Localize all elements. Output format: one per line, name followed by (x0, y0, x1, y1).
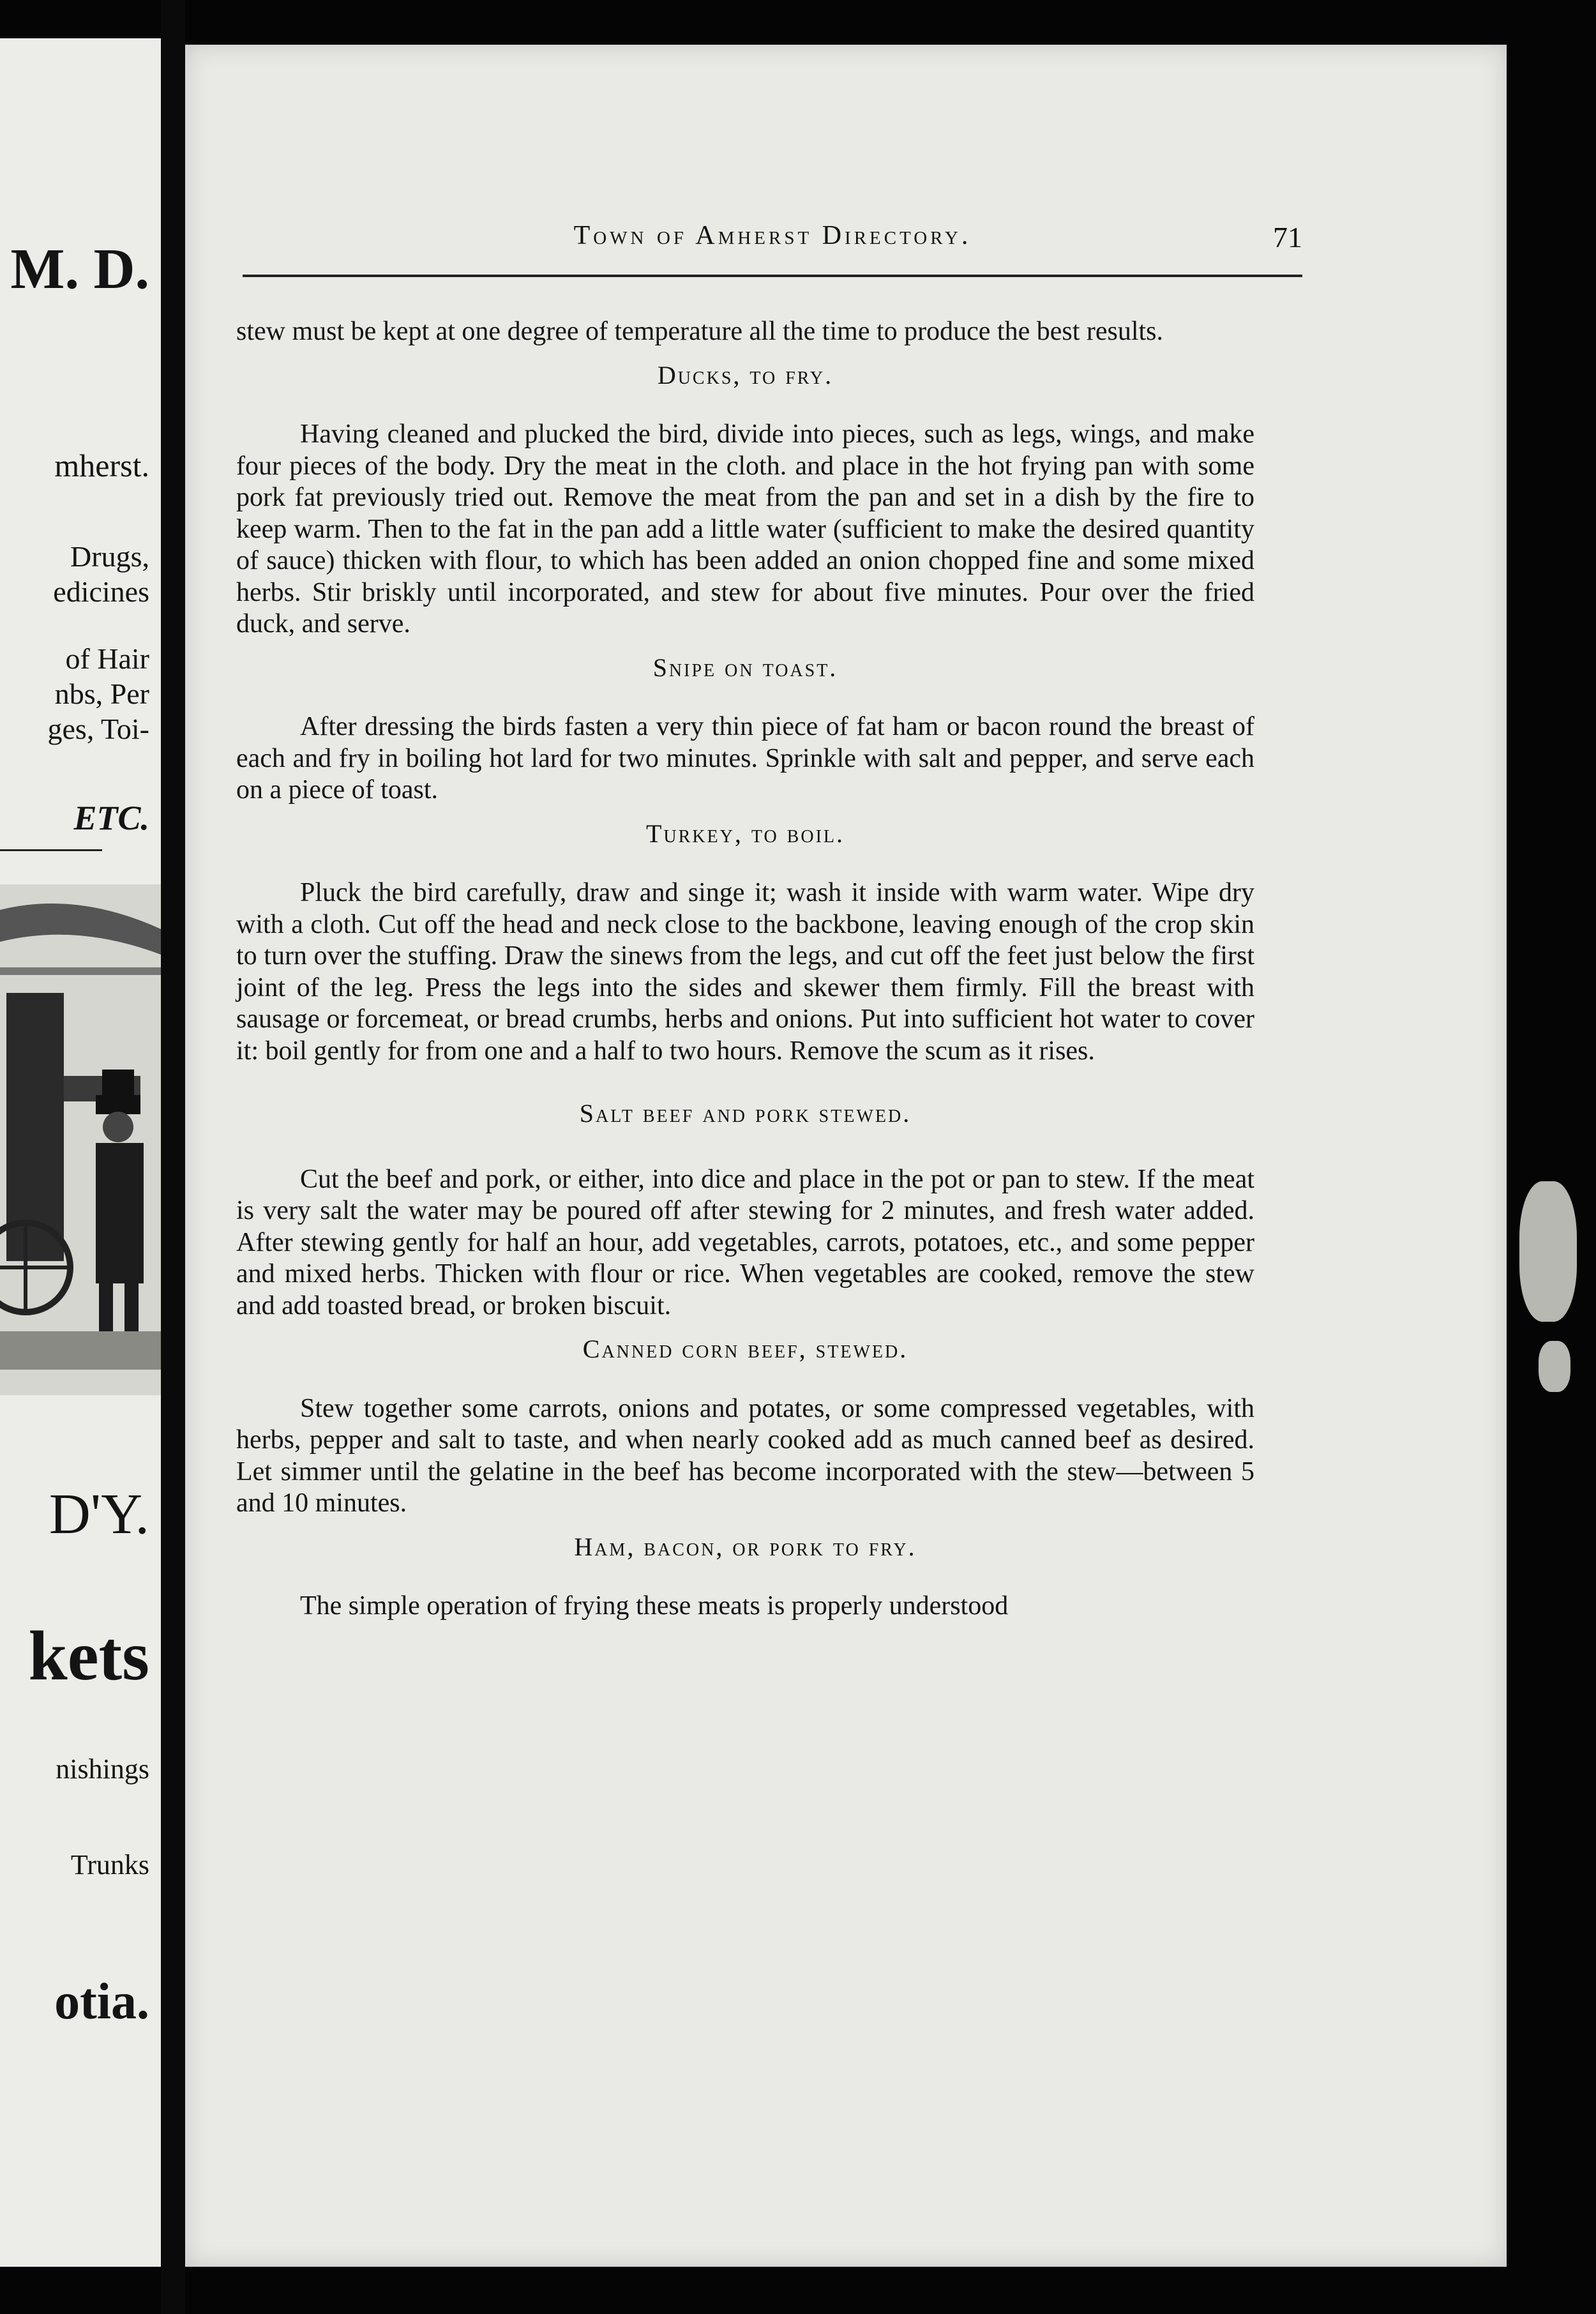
left-page-text-fragment: D'Y. (49, 1483, 149, 1546)
left-page-text-fragment: M. D. (10, 238, 149, 301)
page-body (236, 316, 1254, 1622)
continuation-paragraph: stew must be kept at one degree of temperature all the time to produce the best results. (236, 317, 1164, 346)
left-page-text-fragment: ges, Toi- (47, 713, 149, 745)
page-number: 71 (1273, 221, 1302, 253)
left-facing-page (0, 38, 161, 2267)
scan-artifact (1519, 1181, 1577, 1322)
left-page-text-fragment: ETC. (73, 799, 149, 837)
left-page-text-fragment: mherst. (54, 448, 149, 483)
left-page-text-fragment: otia. (54, 1974, 149, 2030)
section-title: Ham, bacon, or pork to fry. (574, 1532, 917, 1561)
recipe-paragraph: After dressing the birds fasten a very thin piece of fat ham or bacon round the breast of each and fry in boiling hot lard for two minutes. Sprinkle with salt and pepper, and serve each on a piece of toast. (236, 712, 1254, 805)
recipe-paragraph: Having cleaned and plucked the bird, divide into pieces, such as legs, wings, and make four pieces of the body. Dry the meat in the cloth. and place in the hot frying pan with some pork fat previously tried out. Remove the meat from the pan and set in a dish by the fire to keep warm. Then to the fat in the pan add a little water (sufficient to make the desired quantity of sauce) thicken with flour, to which has been added an onion chopped fine and some mixed herbs. Stir briskly until incorporated, and stew for about five minutes. Pour over the fried duck, and serve. (236, 420, 1254, 639)
book-gutter (161, 0, 185, 2314)
recipe-paragraph: Cut the beef and pork, or either, into dice and place in the pot or pan to stew. If the meat is very salt the water may be poured off after stewing for 2 minutes, and fresh water added. After stewing gently for half an hour, add vegetables, carrots, potatoes, etc., and some pepper and mixed herbs. Thicken with flour or rice. When vegetables are cooked, remove the stew and add toasted bread, or broken biscuit. (236, 1164, 1254, 1320)
left-page-text-fragment: nbs, Per (54, 677, 149, 710)
left-page-text-fragment: of Hair (65, 642, 149, 675)
left-page-rule (0, 849, 102, 851)
left-page-text-fragment: Drugs, (70, 540, 149, 573)
left-page-text-fragment: Trunks (70, 1849, 149, 1880)
left-page-text-fragment: kets (28, 1617, 149, 1695)
section-title: Snipe on toast. (652, 653, 838, 682)
header-rule (243, 275, 1302, 277)
section-title: Salt beef and pork stewed. (579, 1099, 912, 1128)
left-page-text-fragment: nishings (56, 1753, 149, 1785)
scan-artifact (1539, 1341, 1570, 1392)
recipe-paragraph: Stew together some carrots, onions and potates, or some compressed vegetables, with herbs, pepper and salt to taste, and when nearly cooked add as much canned beef as desired. Let simmer until the gelatine in the beef has become incorporated with the stew—between 5 and 10 minutes. (236, 1393, 1254, 1518)
carriage-engraving-image (0, 884, 161, 1395)
section-title: Ducks, to fry. (657, 360, 834, 389)
running-title: Town of Amherst Directory. (573, 221, 972, 250)
recipe-paragraph: The simple operation of frying these meats is properly understood (300, 1591, 1009, 1621)
engraving-illustration (0, 884, 161, 1395)
directory-page (185, 45, 1507, 2267)
section-title: Canned corn beef, stewed. (582, 1335, 908, 1363)
recipe-paragraph: Pluck the bird carefully, draw and singe it; wash it inside with warm water. Wipe dry with a cloth. Cut off the head and neck close to the backbone, leaving enough of the crop skin to turn over the stuffing. Draw the sinews from the legs, and cut off the feet just below the first joint of the leg. Press the legs into the sides and skewer them firmly. Fill the breast with sausage or forcemeat, or bread crumbs, herbs and onions. Put into sufficient hot water to cover it: boil gently for from one and a half to two hours. Remove the scum as it rises. (236, 878, 1254, 1066)
section-title: Turkey, to boil. (645, 819, 845, 848)
left-page-text-fragment: edicines (53, 575, 149, 608)
